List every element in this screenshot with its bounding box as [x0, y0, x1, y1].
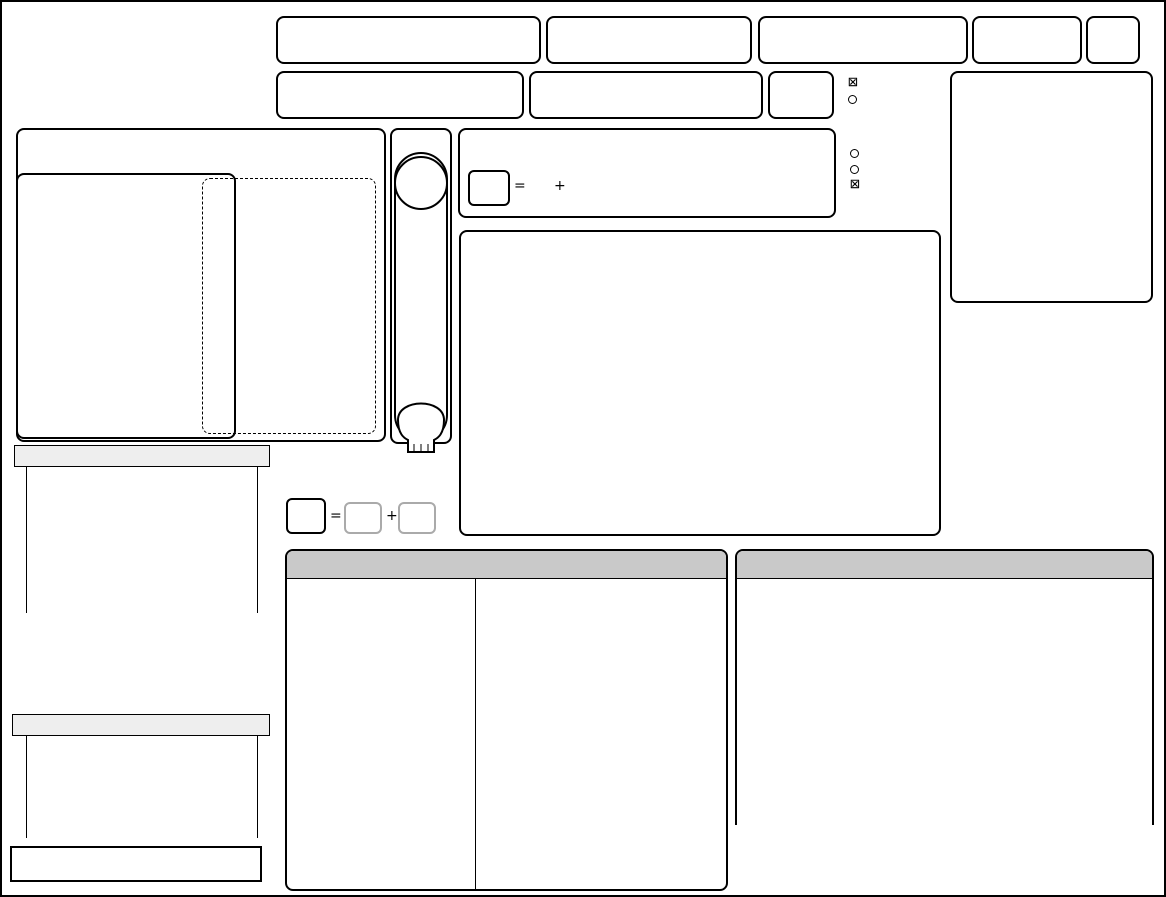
gender-section [848, 74, 944, 130]
character-name-field[interactable] [276, 16, 541, 64]
traits-header-bar [287, 551, 726, 579]
race-field[interactable] [546, 16, 752, 64]
full-ac-value[interactable] [468, 170, 510, 206]
skull-icon [390, 390, 452, 460]
fate-refresh-total[interactable] [286, 498, 326, 534]
fate-refresh-cha[interactable] [398, 502, 436, 534]
fate-refresh-base[interactable] [344, 502, 382, 534]
darkvision-checkmark-icon: ☒ [850, 179, 860, 191]
vision-option-lowlight[interactable] [850, 163, 946, 175]
speed-field[interactable] [768, 71, 834, 119]
fate-points-scroll [26, 736, 258, 838]
destiny-boxes [1012, 858, 1112, 876]
fate-refresh-plus: + [386, 508, 398, 524]
exp-points-field[interactable] [972, 16, 1082, 64]
ac-plus-0: + [554, 178, 566, 194]
fate-refresh-equals: = [330, 508, 342, 524]
male-checkmark-icon: ☒ [848, 77, 858, 89]
vision-section [850, 144, 946, 220]
possessions-frame [735, 549, 1154, 825]
possessions-header-bar [737, 551, 1152, 579]
gender-option-female[interactable] [848, 93, 944, 105]
combat-bonuses-panel [950, 71, 1153, 303]
vision-option-darkvision[interactable] [850, 178, 946, 191]
possessions-table [735, 549, 1154, 889]
hit-points-panel [390, 128, 452, 458]
female-radio-icon [848, 95, 857, 104]
aspects-title [14, 445, 270, 467]
armor-class-panel [458, 128, 836, 218]
player-name-field[interactable] [758, 16, 968, 64]
background-field[interactable] [529, 71, 763, 119]
gender-option-male[interactable] [848, 76, 944, 89]
hp-max-circle[interactable] [394, 156, 448, 210]
ac-equals: = [514, 178, 526, 194]
traits-divider [475, 579, 476, 889]
level-field[interactable] [1086, 16, 1140, 64]
fate-points-title [12, 714, 270, 736]
lowlight-radio-icon [850, 165, 859, 174]
vision-option-normal[interactable] [850, 147, 946, 159]
logo [20, 14, 260, 114]
normal-radio-icon [850, 149, 859, 158]
class-field[interactable] [276, 71, 524, 119]
modifier-dashed-frame [202, 178, 376, 434]
aspects-scroll [26, 467, 258, 613]
equipment-table [459, 230, 941, 536]
fate-point-numbers [10, 846, 262, 882]
traits-table [285, 549, 728, 891]
